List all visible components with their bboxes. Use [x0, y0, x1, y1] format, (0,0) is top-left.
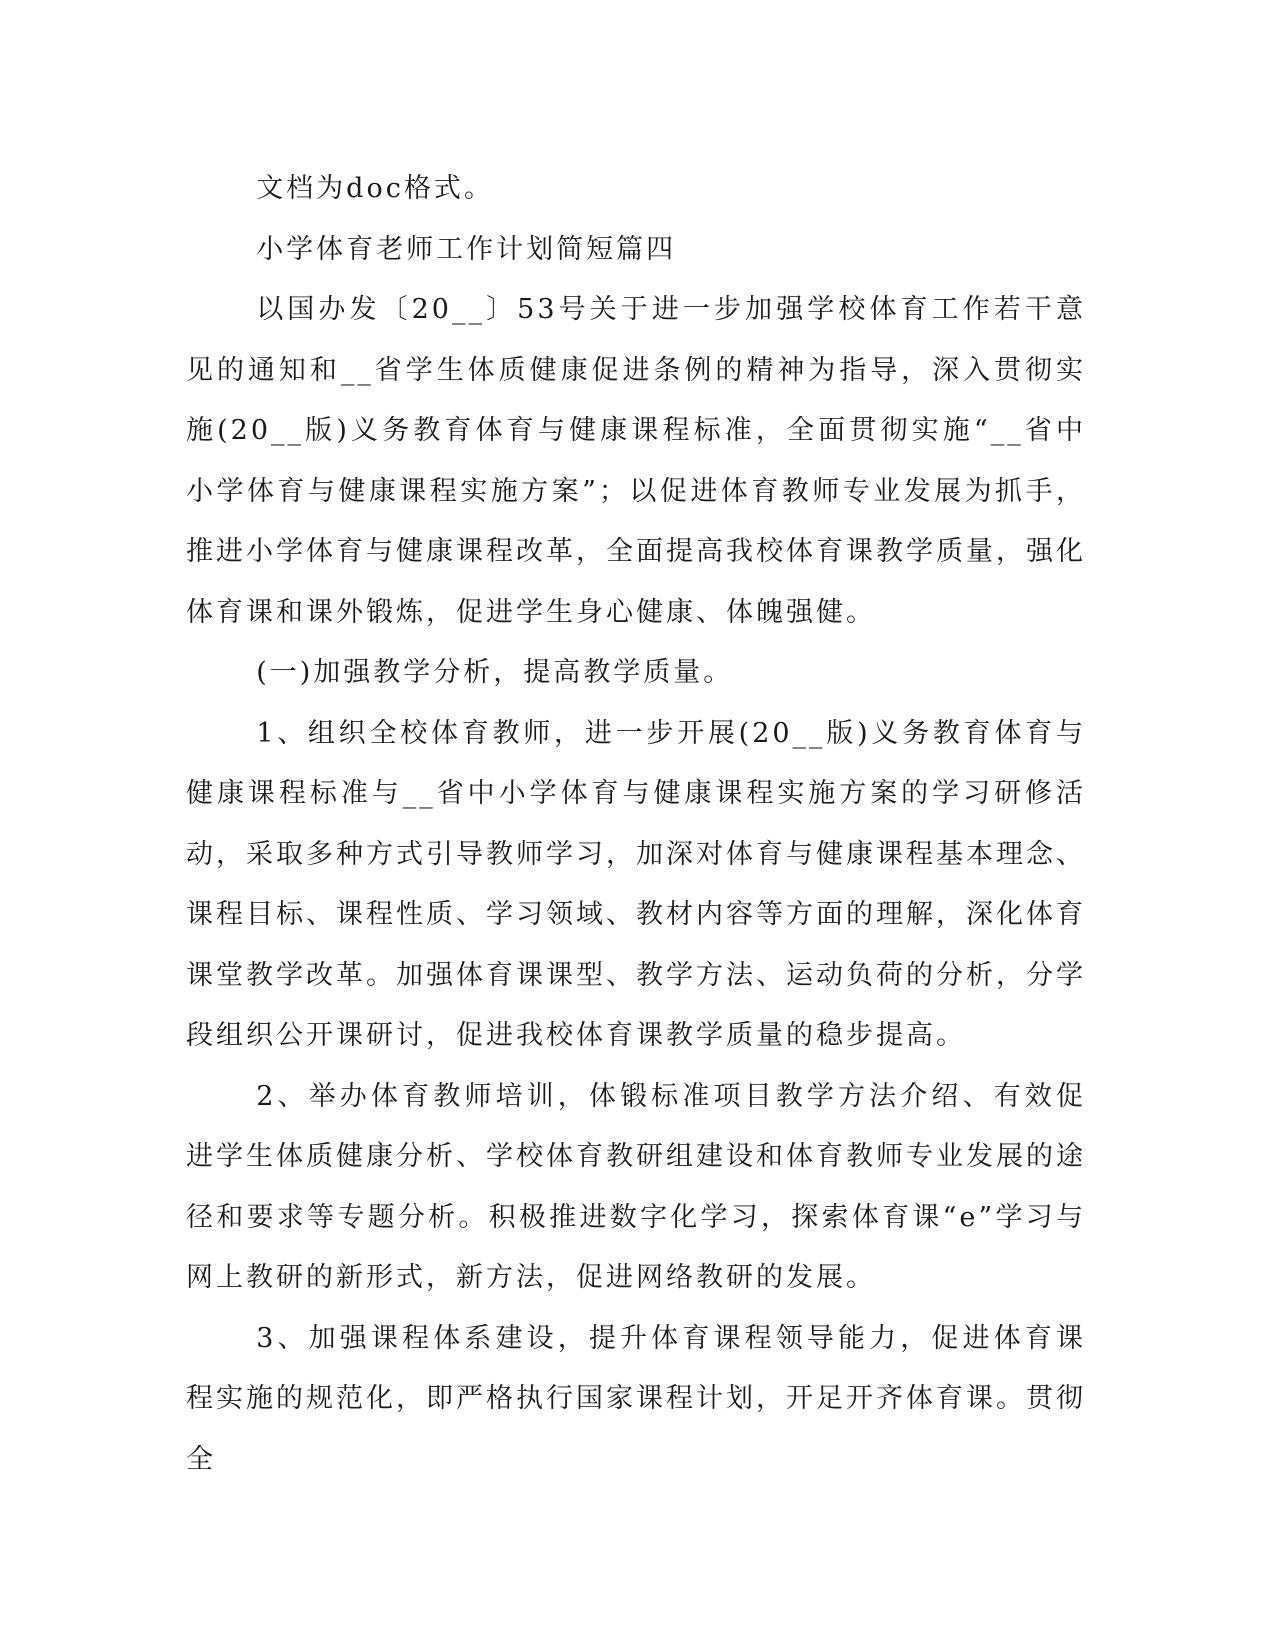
paragraph-guiding-principle: 以国办发〔20__〕53号关于进一步加强学校体育工作若干意见的通知和__省学生体质健康促进条例的精神为指导，深入贯彻实施(20__版)义务教育体育与健康课程标准，全面贯彻实施“__省中小学体育与健康课程实施方案”；以促进体育教师专业发展为抓手，推进小学体育与健康课程改革，全面提高我校体育课教学质量，强化体育课和课外锻炼，促进学生身心健康、体魄强健。: [186, 294, 1086, 628]
paragraph-item-1: 1、组织全校体育教师，进一步开展(20__版)义务教育体育与健康课程标准与__省中小学体育与健康课程实施方案的学习研修活动，采取多种方式引导教师学习，加深对体育与健康课程基本理念、课程目标、课程性质、学习领域、教材内容等方面的理解，深化体育课堂教学改革。加强体育课课型、教学方法、运动负荷的分析，分学段组织公开课研讨，促进我校体育课教学质量的稳步提高。: [186, 717, 1086, 1051]
paragraph-item-2: 2、举办体育教师培训，体锻标准项目教学方法介绍、有效促进学生体质健康分析、学校体育教研组建设和体育教师专业发展的途径和要求等专题分析。积极推进数字化学习，探索体育课“e”学习与网上教研的新形式，新方法，促进网络教研的发展。: [186, 1080, 1086, 1293]
paragraph-item-3: 3、加强课程体系建设，提升体育课程领导能力，促进体育课程实施的规范化，即严格执行国家课程计划，开足开齐体育课。贯彻全: [186, 1322, 1086, 1475]
paragraph-format-note: 文档为doc格式。: [256, 173, 494, 204]
document-body: [186, 159, 1086, 1490]
paragraph-section-title: 小学体育老师工作计划简短篇四: [256, 233, 677, 265]
paragraph-heading-teaching-analysis: (一)加强教学分析，提高教学质量。: [256, 657, 734, 688]
